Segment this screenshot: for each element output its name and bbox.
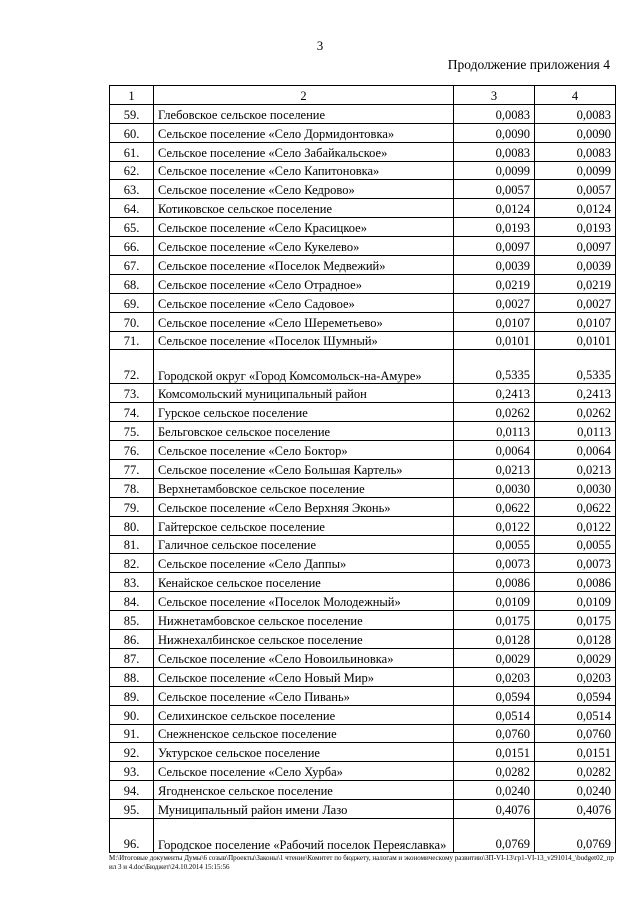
row-value-col3: 0,0101	[454, 331, 535, 350]
header-cell: 3	[454, 86, 535, 105]
row-value-col4: 0,0594	[535, 686, 616, 705]
row-value-col4: 0,0128	[535, 630, 616, 649]
table-row	[110, 535, 616, 554]
row-value-col4: 0,0622	[535, 497, 616, 516]
row-number: 85.	[110, 611, 154, 630]
table-row	[110, 441, 616, 460]
row-value-col4: 0,0514	[535, 705, 616, 724]
row-name: Городское поселение «Рабочий поселок Переяславка»	[154, 818, 454, 852]
row-value-col3: 0,0151	[454, 743, 535, 762]
table-row	[110, 350, 616, 384]
table-row	[110, 592, 616, 611]
row-name: Сельское поселение «Село Большая Картель»	[154, 460, 454, 479]
row-value-col4: 0,0030	[535, 478, 616, 497]
continuation-caption: Продолжение приложения 4	[447, 57, 610, 72]
table-row	[110, 611, 616, 630]
row-name: Глебовское сельское поселение	[154, 104, 454, 123]
row-name: Сельское поселение «Село Кукелево»	[154, 237, 454, 256]
row-name: Котиковское сельское поселение	[154, 199, 454, 218]
table-row	[110, 331, 616, 350]
row-value-col4: 0,0083	[535, 104, 616, 123]
table-row	[110, 142, 616, 161]
header-cell: 1	[110, 86, 154, 105]
row-value-col3: 0,0193	[454, 218, 535, 237]
row-number: 76.	[110, 441, 154, 460]
row-value-col4: 0,0193	[535, 218, 616, 237]
row-value-col3: 0,0128	[454, 630, 535, 649]
table-row	[110, 818, 616, 852]
row-value-col4: 0,0240	[535, 781, 616, 800]
row-value-col4: 0,0203	[535, 667, 616, 686]
row-name: Сельское поселение «Село Красицкое»	[154, 218, 454, 237]
table-row	[110, 800, 616, 819]
file-path-footer: M:\Итоговые документы Думы\6 созыв\Проекты\Законы\1 чтение\Комитет по бюджету, налогам и экономическому развитию\ЗП-VI-13\гр1-VI-13_v291014_\budget02_прил 3 и 4.doc\Бюджет\24.10.2014 15:15:56	[109, 854, 614, 871]
table-row	[110, 384, 616, 403]
row-name: Сельское поселение «Село Дормидонтовка»	[154, 123, 454, 142]
row-name: Муниципальный район имени Лазо	[154, 800, 454, 819]
row-name: Сельское поселение «Село Забайкальское»	[154, 142, 454, 161]
row-name: Сельское поселение «Село Капитоновка»	[154, 161, 454, 180]
row-value-col3: 0,0055	[454, 535, 535, 554]
row-value-col3: 0,0027	[454, 293, 535, 312]
row-name: Сельское поселение «Село Верхняя Эконь»	[154, 497, 454, 516]
row-value-col4: 0,0107	[535, 312, 616, 331]
row-number: 81.	[110, 535, 154, 554]
row-number: 89.	[110, 686, 154, 705]
row-number: 71.	[110, 331, 154, 350]
table-row	[110, 180, 616, 199]
row-value-col3: 0,0240	[454, 781, 535, 800]
row-number: 92.	[110, 743, 154, 762]
row-number: 82.	[110, 554, 154, 573]
table-row	[110, 478, 616, 497]
row-number: 59.	[110, 104, 154, 123]
row-name: Сельское поселение «Поселок Медвежий»	[154, 256, 454, 275]
row-value-col4: 0,0124	[535, 199, 616, 218]
row-value-col3: 0,0594	[454, 686, 535, 705]
row-name: Сельское поселение «Село Шереметьево»	[154, 312, 454, 331]
row-number: 90.	[110, 705, 154, 724]
row-value-col3: 0,0622	[454, 497, 535, 516]
table-row	[110, 781, 616, 800]
row-value-col3: 0,0090	[454, 123, 535, 142]
row-number: 93.	[110, 762, 154, 781]
row-value-col3: 0,0073	[454, 554, 535, 573]
row-value-col4: 0,0109	[535, 592, 616, 611]
row-value-col4: 0,0113	[535, 422, 616, 441]
row-value-col3: 0,0030	[454, 478, 535, 497]
row-value-col3: 0,0064	[454, 441, 535, 460]
row-value-col4: 0,0083	[535, 142, 616, 161]
row-value-col4: 0,0099	[535, 161, 616, 180]
row-name: Ягодненское сельское поселение	[154, 781, 454, 800]
row-value-col3: 0,0097	[454, 237, 535, 256]
row-name: Верхнетамбовское сельское поселение	[154, 478, 454, 497]
header-cell: 2	[154, 86, 454, 105]
row-value-col3: 0,0086	[454, 573, 535, 592]
table-row	[110, 743, 616, 762]
row-value-col4: 0,0151	[535, 743, 616, 762]
table-row	[110, 274, 616, 293]
row-value-col4: 0,0090	[535, 123, 616, 142]
table-row	[110, 686, 616, 705]
row-value-col3: 0,0769	[454, 818, 535, 852]
row-name: Сельское поселение «Село Садовое»	[154, 293, 454, 312]
row-number: 95.	[110, 800, 154, 819]
row-number: 60.	[110, 123, 154, 142]
row-value-col4: 0,0122	[535, 516, 616, 535]
row-number: 72.	[110, 350, 154, 384]
row-name: Нижнехалбинское сельское поселение	[154, 630, 454, 649]
table-row	[110, 104, 616, 123]
row-value-col3: 0,0039	[454, 256, 535, 275]
row-number: 75.	[110, 422, 154, 441]
row-name: Кенайское сельское поселение	[154, 573, 454, 592]
row-name: Нижнетамбовское сельское поселение	[154, 611, 454, 630]
row-value-col4: 0,0175	[535, 611, 616, 630]
row-number: 74.	[110, 403, 154, 422]
row-number: 96.	[110, 818, 154, 852]
row-value-col4: 0,0029	[535, 648, 616, 667]
row-number: 64.	[110, 199, 154, 218]
row-name: Сельское поселение «Село Даппы»	[154, 554, 454, 573]
row-value-col3: 0,0203	[454, 667, 535, 686]
row-value-col4: 0,0282	[535, 762, 616, 781]
row-name: Сельское поселение «Село Хурба»	[154, 762, 454, 781]
row-value-col3: 0,0029	[454, 648, 535, 667]
row-name: Гурское сельское поселение	[154, 403, 454, 422]
row-value-col3: 0,5335	[454, 350, 535, 384]
row-value-col4: 0,0064	[535, 441, 616, 460]
row-value-col4: 0,0262	[535, 403, 616, 422]
row-number: 61.	[110, 142, 154, 161]
table-row	[110, 161, 616, 180]
page-number: 3	[316, 38, 324, 53]
table-row	[110, 705, 616, 724]
row-number: 86.	[110, 630, 154, 649]
row-name: Сельское поселение «Поселок Шумный»	[154, 331, 454, 350]
table-row	[110, 762, 616, 781]
row-number: 77.	[110, 460, 154, 479]
table-row	[110, 237, 616, 256]
row-value-col3: 0,2413	[454, 384, 535, 403]
row-name: Сельское поселение «Село Отрадное»	[154, 274, 454, 293]
row-value-col3: 0,0124	[454, 199, 535, 218]
table-row	[110, 516, 616, 535]
row-value-col3: 0,0213	[454, 460, 535, 479]
row-number: 83.	[110, 573, 154, 592]
table-row	[110, 554, 616, 573]
row-number: 80.	[110, 516, 154, 535]
table-row	[110, 403, 616, 422]
row-number: 94.	[110, 781, 154, 800]
row-name: Сельское поселение «Село Кедрово»	[154, 180, 454, 199]
row-number: 69.	[110, 293, 154, 312]
row-number: 87.	[110, 648, 154, 667]
row-name: Городской округ «Город Комсомольск-на-Амуре»	[154, 350, 454, 384]
row-value-col4: 0,0073	[535, 554, 616, 573]
row-value-col4: 0,0057	[535, 180, 616, 199]
table-row	[110, 667, 616, 686]
row-name: Сельское поселение «Село Новоильиновка»	[154, 648, 454, 667]
row-number: 91.	[110, 724, 154, 743]
row-name: Комсомольский муниципальный район	[154, 384, 454, 403]
table-row	[110, 123, 616, 142]
row-number: 65.	[110, 218, 154, 237]
row-value-col3: 0,0262	[454, 403, 535, 422]
row-value-col4: 0,0055	[535, 535, 616, 554]
table-row	[110, 648, 616, 667]
table-header-row	[110, 86, 616, 105]
row-value-col3: 0,0282	[454, 762, 535, 781]
row-number: 73.	[110, 384, 154, 403]
row-name: Сельское поселение «Село Новый Мир»	[154, 667, 454, 686]
table-row	[110, 293, 616, 312]
row-number: 68.	[110, 274, 154, 293]
row-value-col3: 0,0099	[454, 161, 535, 180]
row-value-col4: 0,0097	[535, 237, 616, 256]
row-number: 78.	[110, 478, 154, 497]
row-value-col3: 0,0057	[454, 180, 535, 199]
row-value-col3: 0,0122	[454, 516, 535, 535]
row-value-col4: 0,0213	[535, 460, 616, 479]
row-value-col4: 0,0039	[535, 256, 616, 275]
row-value-col3: 0,0083	[454, 142, 535, 161]
row-value-col4: 0,0101	[535, 331, 616, 350]
row-value-col4: 0,0760	[535, 724, 616, 743]
row-value-col3: 0,0219	[454, 274, 535, 293]
row-value-col4: 0,2413	[535, 384, 616, 403]
row-value-col4: 0,4076	[535, 800, 616, 819]
table-row	[110, 256, 616, 275]
table-row	[110, 630, 616, 649]
row-value-col4: 0,0219	[535, 274, 616, 293]
row-value-col3: 0,0109	[454, 592, 535, 611]
row-value-col4: 0,0769	[535, 818, 616, 852]
row-number: 66.	[110, 237, 154, 256]
row-value-col3: 0,0083	[454, 104, 535, 123]
row-number: 62.	[110, 161, 154, 180]
row-number: 88.	[110, 667, 154, 686]
row-number: 63.	[110, 180, 154, 199]
row-name: Сельское поселение «Село Пивань»	[154, 686, 454, 705]
row-number: 70.	[110, 312, 154, 331]
header-cell: 4	[535, 86, 616, 105]
row-value-col4: 0,0027	[535, 293, 616, 312]
row-name: Бельговское сельское поселение	[154, 422, 454, 441]
row-number: 79.	[110, 497, 154, 516]
row-name: Уктурское сельское поселение	[154, 743, 454, 762]
table-row	[110, 460, 616, 479]
table-row	[110, 312, 616, 331]
table-row	[110, 573, 616, 592]
table-row	[110, 724, 616, 743]
row-number: 67.	[110, 256, 154, 275]
table-row	[110, 422, 616, 441]
row-value-col3: 0,4076	[454, 800, 535, 819]
appendix-table	[109, 85, 616, 853]
row-name: Гайтерское сельское поселение	[154, 516, 454, 535]
row-name: Сельское поселение «Село Боктор»	[154, 441, 454, 460]
row-name: Сельское поселение «Поселок Молодежный»	[154, 592, 454, 611]
row-name: Галичное сельское поселение	[154, 535, 454, 554]
row-value-col3: 0,0760	[454, 724, 535, 743]
table-row	[110, 497, 616, 516]
row-value-col3: 0,0175	[454, 611, 535, 630]
row-value-col3: 0,0113	[454, 422, 535, 441]
row-value-col4: 0,0086	[535, 573, 616, 592]
row-value-col3: 0,0107	[454, 312, 535, 331]
row-value-col3: 0,0514	[454, 705, 535, 724]
table-row	[110, 199, 616, 218]
row-name: Снежненское сельское поселение	[154, 724, 454, 743]
row-number: 84.	[110, 592, 154, 611]
row-value-col4: 0,5335	[535, 350, 616, 384]
table-row	[110, 218, 616, 237]
row-name: Селихинское сельское поселение	[154, 705, 454, 724]
